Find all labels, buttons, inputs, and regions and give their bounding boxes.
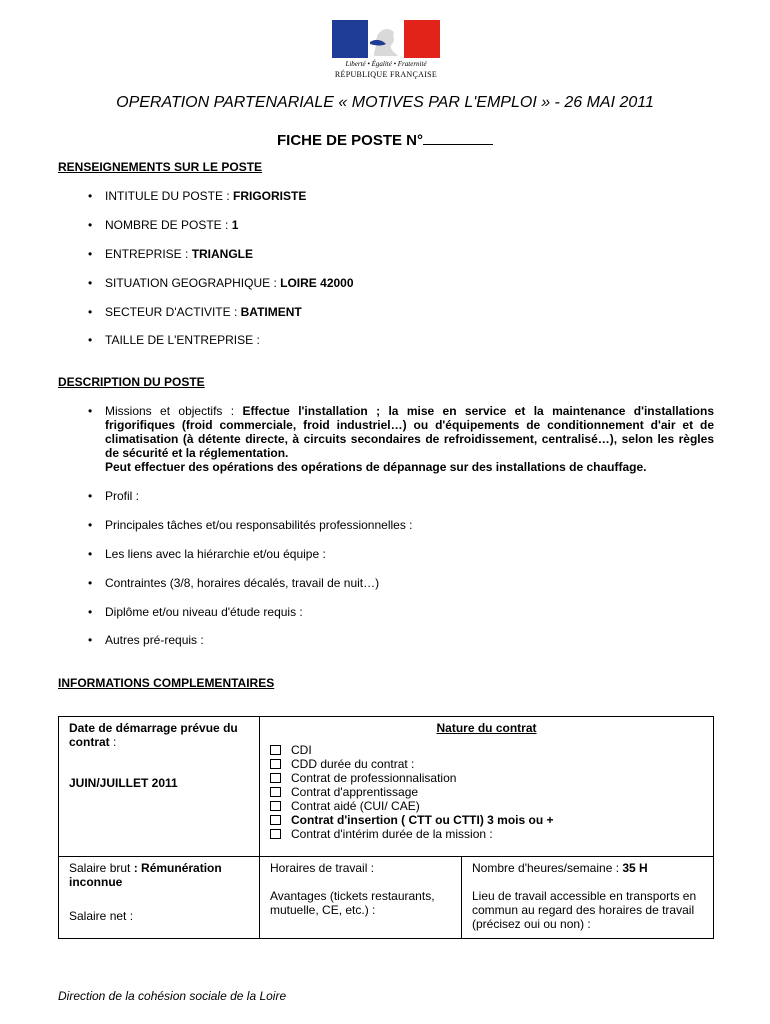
contract-option: Contrat d'insertion ( CTT ou CTTI) 3 mois ou + — [270, 813, 703, 827]
contract-nature-title: Nature du contrat — [436, 721, 537, 735]
marianne-logo — [330, 20, 442, 84]
list-item: • NOMBRE DE POSTE : 1 — [58, 218, 238, 232]
footer-text: Direction de la cohésion sociale de la Loire — [58, 989, 287, 1003]
list-item: • Les liens avec la hiérarchie et/ou équipe : — [58, 547, 326, 561]
section-complementaires-heading: INFORMATIONS COMPLEMENTAIRES — [58, 676, 275, 690]
checkbox[interactable] — [270, 745, 281, 755]
table-row — [59, 717, 714, 857]
fiche-number-blank — [423, 130, 493, 145]
start-date-cell: Date de démarrage prévue du contrat : JUIN/JUILLET 2011 — [59, 717, 260, 857]
benefits-label: Avantages (tickets restaurants, mutuelle, CE, etc.) : — [270, 889, 435, 917]
list-item: • Profil : — [58, 489, 139, 503]
contract-option: CDI — [270, 743, 703, 757]
start-date-value: JUIN/JUILLET 2011 — [69, 776, 178, 790]
contract-option: CDD durée du contrat : — [270, 757, 703, 771]
contract-option: Contrat d'intérim durée de la mission : — [270, 827, 703, 841]
hours-cell — [260, 857, 462, 939]
republic-motto: Liberté • Égalité • Fraternité — [345, 60, 427, 68]
salary-brut-value: : Rémunération inconnue — [69, 861, 222, 889]
hours-label: Horaires de travail : — [270, 861, 375, 875]
fiche-title: FICHE DE POSTE N° — [0, 130, 770, 149]
checkbox[interactable] — [270, 801, 281, 811]
marianne-profile-icon — [368, 22, 404, 58]
list-item: • Autres pré-requis : — [58, 633, 204, 647]
section-renseignements-heading: RENSEIGNEMENTS SUR LE POSTE — [58, 160, 263, 174]
checkbox[interactable] — [270, 815, 281, 825]
table-row — [59, 857, 714, 939]
republic-name: RÉPUBLIQUE FRANÇAISE — [334, 70, 438, 79]
checkbox[interactable] — [270, 759, 281, 769]
checkbox[interactable] — [270, 787, 281, 797]
salary-cell: Salaire brut : Rémunération inconnue Salaire net : — [59, 857, 260, 939]
contract-info-table — [58, 716, 714, 939]
section-description-heading: DESCRIPTION DU POSTE — [58, 375, 205, 389]
list-item: • SECTEUR D'ACTIVITE : BATIMENT — [58, 305, 302, 319]
weekly-hours-value: 35 H — [622, 861, 648, 875]
contract-nature-cell — [260, 717, 714, 857]
missions-item: • Missions et objectifs : Effectue l'installation ; la mise en service et la maintenance d'installations frigorifiques (froid commerciale, froid industriel…) ou d'équipements de conditionnement d'air et de climatisation (à détente directe, à circuits secondaires de refroidissement, centralisé…), selon les règles de sécurité et la réglementation. Peut effectuer des opérations des opérations de dépannage sur des installations de chauffage. — [58, 404, 714, 474]
contract-option: Contrat de professionnalisation — [270, 771, 703, 785]
weekly-hours-cell: Nombre d'heures/semaine : 35 H Lieu de travail accessible en transports en commun au regard des horaires de travail (précisez oui ou non) : — [462, 857, 714, 939]
list-item: • TAILLE DE L'ENTREPRISE : — [58, 333, 260, 347]
list-item: • INTITULE DU POSTE : FRIGORISTE — [58, 189, 306, 203]
list-item: • Diplôme et/ou niveau d'étude requis : — [58, 605, 303, 619]
list-item: • Principales tâches et/ou responsabilités professionnelles : — [58, 518, 413, 532]
list-item: • ENTREPRISE : TRIANGLE — [58, 247, 253, 261]
salary-net-label: Salaire net : — [69, 909, 134, 923]
contract-option: Contrat aidé (CUI/ CAE) — [270, 799, 703, 813]
checkbox[interactable] — [270, 829, 281, 839]
checkbox[interactable] — [270, 773, 281, 783]
transport-label: Lieu de travail accessible en transports en commun au regard des horaires de travail (précisez oui ou non) : — [472, 889, 697, 931]
start-date-label: Date de démarrage prévue du contrat — [69, 721, 238, 749]
list-item: • SITUATION GEOGRAPHIQUE : LOIRE 42000 — [58, 276, 354, 290]
list-item: • Contraintes (3/8, horaires décalés, travail de nuit…) — [58, 576, 379, 590]
operation-title: OPERATION PARTENARIALE « MOTIVES PAR L'EMPLOI » - 26 MAI 2011 — [116, 94, 654, 111]
contract-option: Contrat d'apprentissage — [270, 785, 703, 799]
